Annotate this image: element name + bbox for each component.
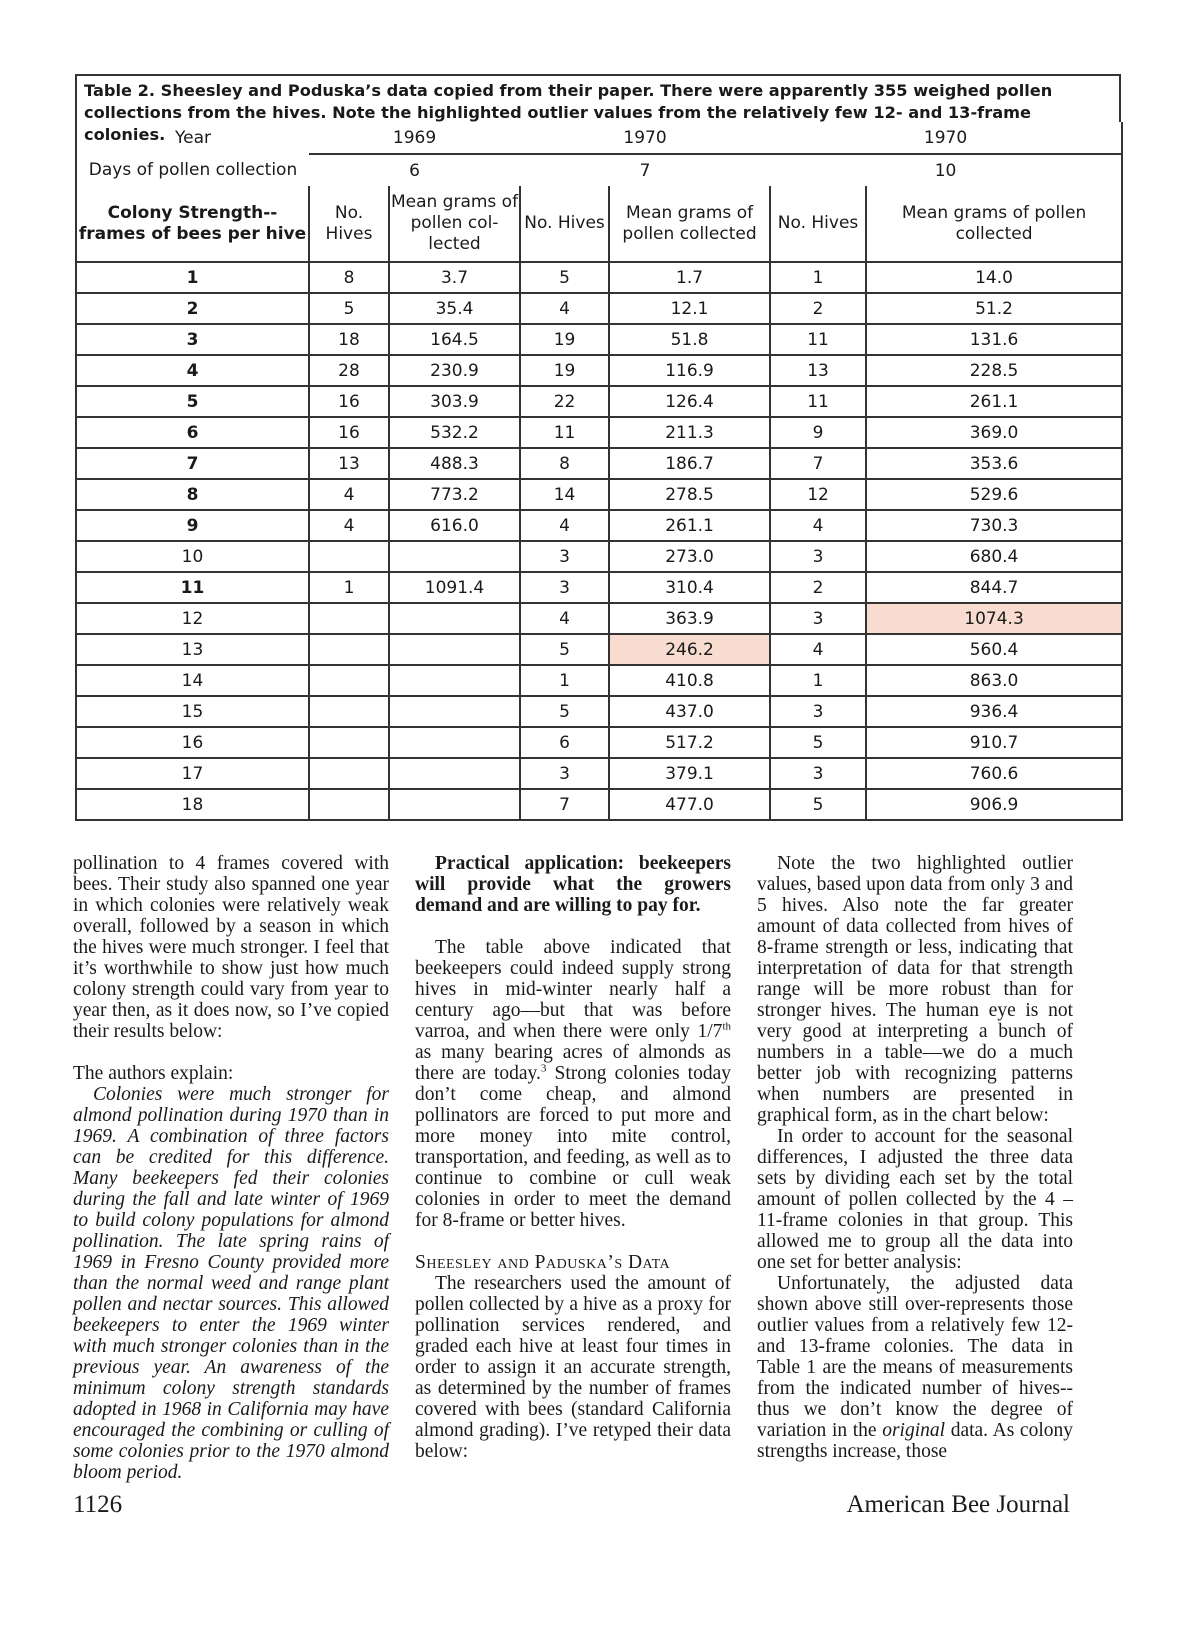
cell-mean-1970a: 12.1 bbox=[609, 293, 770, 324]
cell-hives-1970b: 2 bbox=[770, 572, 866, 603]
cell-mean-1970b: 1074.3 bbox=[866, 603, 1122, 634]
cell-frames: 4 bbox=[76, 355, 309, 386]
cell-hives-1969: 4 bbox=[309, 479, 389, 510]
cell-mean-1969 bbox=[389, 634, 520, 665]
cell-frames: 11 bbox=[76, 572, 309, 603]
cell-frames: 8 bbox=[76, 479, 309, 510]
table-row bbox=[76, 479, 1122, 510]
col2-p1a: The table above indicated that beekeepers could indeed supply strong hives in mid-winter nearly half a century ago—but that was before varroa, and when there were only 1/7 bbox=[415, 937, 731, 1042]
cell-hives-1970a: 5 bbox=[520, 696, 609, 727]
cell-hives-1970b: 9 bbox=[770, 417, 866, 448]
article-column-3 bbox=[757, 853, 1073, 1462]
header-colony-strength: Colony Strength--frames of bees per hive bbox=[76, 186, 309, 262]
cell-mean-1970a: 278.5 bbox=[609, 479, 770, 510]
table-row bbox=[76, 448, 1122, 479]
cell-hives-1969: 5 bbox=[309, 293, 389, 324]
cell-mean-1970a: 116.9 bbox=[609, 355, 770, 386]
cell-mean-1969 bbox=[389, 603, 520, 634]
cell-hives-1970b: 13 bbox=[770, 355, 866, 386]
table-row bbox=[76, 789, 1122, 820]
cell-hives-1969 bbox=[309, 603, 389, 634]
cell-mean-1969: 3.7 bbox=[389, 262, 520, 293]
cell-hives-1970a: 4 bbox=[520, 510, 609, 541]
cell-mean-1970a: 261.1 bbox=[609, 510, 770, 541]
section-heading: Sheesley and Paduska’s Data bbox=[415, 1252, 671, 1273]
cell-frames: 9 bbox=[76, 510, 309, 541]
cell-hives-1969: 4 bbox=[309, 510, 389, 541]
cell-hives-1970a: 8 bbox=[520, 448, 609, 479]
cell-frames: 18 bbox=[76, 789, 309, 820]
cell-mean-1969 bbox=[389, 789, 520, 820]
table-row bbox=[76, 727, 1122, 758]
cell-mean-1970a: 410.8 bbox=[609, 665, 770, 696]
table-row bbox=[76, 696, 1122, 727]
cell-mean-1969: 488.3 bbox=[389, 448, 520, 479]
cell-hives-1969 bbox=[309, 758, 389, 789]
article-column-2 bbox=[415, 853, 731, 1462]
cell-hives-1970b: 1 bbox=[770, 665, 866, 696]
page-number: 1126 bbox=[73, 1491, 123, 1518]
table-row bbox=[76, 572, 1122, 603]
data-table-block bbox=[75, 74, 1121, 821]
cell-mean-1970a: 379.1 bbox=[609, 758, 770, 789]
table-caption: Table 2. Sheesley and Poduska’s data copied from their paper. There were apparently 355 weighed pollen collections from the hives. Note the highlighted outlier values from the relatively few 12- and 13-frame colonies. bbox=[75, 74, 1121, 122]
cell-hives-1969: 16 bbox=[309, 417, 389, 448]
col2-footnote-ref: 3 bbox=[540, 1062, 547, 1075]
cell-mean-1969 bbox=[389, 758, 520, 789]
cell-frames: 6 bbox=[76, 417, 309, 448]
cell-mean-1969: 164.5 bbox=[389, 324, 520, 355]
year-1970a: 1970 bbox=[623, 127, 667, 148]
days-1969: 6 bbox=[309, 154, 520, 186]
cell-hives-1970a: 3 bbox=[520, 758, 609, 789]
header-mean-1970a: Mean grams of pollen collected bbox=[609, 186, 770, 262]
cell-hives-1970a: 5 bbox=[520, 634, 609, 665]
cell-mean-1969 bbox=[389, 541, 520, 572]
cell-mean-1970b: 369.0 bbox=[866, 417, 1122, 448]
cell-hives-1970a: 3 bbox=[520, 572, 609, 603]
cell-hives-1969: 13 bbox=[309, 448, 389, 479]
col3-paragraph-1: Note the two highlighted outlier values, based upon data from only 3 and 5 hives. Also note the far greater amount of data collected from hives of 8-frame strength or less, indicating that interpretation of data for that strength range will be more robust than for stronger hives. The human eye is not very good at interpreting a bunch of numbers in a table—we do a much better job with recognizing patterns when numbers are presented in graphical form, as in the chart below: bbox=[757, 853, 1073, 1126]
cell-mean-1970a: 51.8 bbox=[609, 324, 770, 355]
cell-frames: 15 bbox=[76, 696, 309, 727]
cell-mean-1969 bbox=[389, 696, 520, 727]
cell-hives-1970b: 3 bbox=[770, 696, 866, 727]
cell-mean-1970a: 477.0 bbox=[609, 789, 770, 820]
cell-mean-1970a: 1.7 bbox=[609, 262, 770, 293]
days-row bbox=[76, 154, 1122, 186]
cell-hives-1970a: 1 bbox=[520, 665, 609, 696]
cell-hives-1970b: 3 bbox=[770, 758, 866, 789]
cell-hives-1970a: 14 bbox=[520, 479, 609, 510]
col2-p1c: Strong colonies today don’t come cheap, and almond pollinators are forced to put more and more money into mite control, transportation, and feeding, as well as to continue to combine or cull weak colonies in order to meet the demand for 8-frame or better hives. bbox=[415, 1063, 731, 1231]
cell-mean-1970b: 14.0 bbox=[866, 262, 1122, 293]
cell-frames: 1 bbox=[76, 262, 309, 293]
cell-mean-1970a: 246.2 bbox=[609, 634, 770, 665]
col2-p1b: as many bearing acres of almonds as there are today. bbox=[415, 1042, 731, 1084]
cell-hives-1969 bbox=[309, 665, 389, 696]
cell-hives-1969 bbox=[309, 727, 389, 758]
col1-paragraph-1: pollination to 4 frames covered with bees. Their study also spanned one year in which colonies were relatively weak overall, followed by a season in which the hives were much stronger. I feel that it’s worthwhile to show just how much colony strength could vary from year to year then, as it does now, so I’ve copied their results below: bbox=[73, 853, 389, 1042]
table-row bbox=[76, 324, 1122, 355]
cell-mean-1970b: 261.1 bbox=[866, 386, 1122, 417]
cell-hives-1970a: 4 bbox=[520, 603, 609, 634]
cell-mean-1970b: 730.3 bbox=[866, 510, 1122, 541]
table-row bbox=[76, 665, 1122, 696]
cell-frames: 5 bbox=[76, 386, 309, 417]
cell-mean-1970b: 910.7 bbox=[866, 727, 1122, 758]
cell-mean-1969 bbox=[389, 665, 520, 696]
cell-mean-1969 bbox=[389, 727, 520, 758]
col3-p3b: data. As colony strengths increase, those bbox=[757, 1420, 1073, 1462]
cell-mean-1970b: 760.6 bbox=[866, 758, 1122, 789]
cell-frames: 16 bbox=[76, 727, 309, 758]
cell-hives-1970a: 7 bbox=[520, 789, 609, 820]
cell-mean-1970b: 560.4 bbox=[866, 634, 1122, 665]
days-label: Days of pollen collection bbox=[76, 154, 309, 186]
cell-mean-1970a: 437.0 bbox=[609, 696, 770, 727]
table-row bbox=[76, 386, 1122, 417]
article-column-1 bbox=[73, 853, 389, 1483]
cell-mean-1970b: 529.6 bbox=[866, 479, 1122, 510]
cell-hives-1970b: 1 bbox=[770, 262, 866, 293]
cell-hives-1970a: 6 bbox=[520, 727, 609, 758]
col3-paragraph-2: In order to account for the seasonal differences, I adjusted the three data sets by dividing each set by the total amount of pollen collected by the 4 – 11-frame colonies in that group. This allowed me to group all the data into one set for better analysis: bbox=[757, 1126, 1073, 1273]
pollen-data-table bbox=[75, 122, 1123, 821]
year-row bbox=[76, 122, 1122, 154]
table-row bbox=[76, 603, 1122, 634]
header-mean-1969: Mean grams of pollen col-lected bbox=[389, 186, 520, 262]
cell-hives-1969: 16 bbox=[309, 386, 389, 417]
year-1969: 1969 bbox=[392, 127, 437, 148]
days-1970a: 7 bbox=[520, 154, 770, 186]
table-row bbox=[76, 262, 1122, 293]
cell-frames: 3 bbox=[76, 324, 309, 355]
cell-hives-1969: 28 bbox=[309, 355, 389, 386]
cell-mean-1969: 230.9 bbox=[389, 355, 520, 386]
cell-hives-1969: 18 bbox=[309, 324, 389, 355]
cell-hives-1970a: 4 bbox=[520, 293, 609, 324]
cell-hives-1970b: 2 bbox=[770, 293, 866, 324]
cell-mean-1970b: 51.2 bbox=[866, 293, 1122, 324]
cell-mean-1970a: 310.4 bbox=[609, 572, 770, 603]
cell-mean-1969: 773.2 bbox=[389, 479, 520, 510]
table-row bbox=[76, 293, 1122, 324]
table-row bbox=[76, 355, 1122, 386]
cell-mean-1969: 1091.4 bbox=[389, 572, 520, 603]
cell-hives-1970a: 19 bbox=[520, 355, 609, 386]
cell-hives-1969: 1 bbox=[309, 572, 389, 603]
cell-mean-1970b: 936.4 bbox=[866, 696, 1122, 727]
cell-frames: 10 bbox=[76, 541, 309, 572]
cell-mean-1970a: 273.0 bbox=[609, 541, 770, 572]
cell-mean-1970b: 131.6 bbox=[866, 324, 1122, 355]
cell-hives-1970a: 5 bbox=[520, 262, 609, 293]
year-label: Year bbox=[76, 122, 309, 154]
cell-mean-1970b: 353.6 bbox=[866, 448, 1122, 479]
cell-frames: 13 bbox=[76, 634, 309, 665]
table-row bbox=[76, 510, 1122, 541]
cell-frames: 14 bbox=[76, 665, 309, 696]
cell-hives-1970b: 5 bbox=[770, 789, 866, 820]
cell-mean-1970b: 863.0 bbox=[866, 665, 1122, 696]
col3-p3a: Unfortunately, the adjusted data shown above still over-represents those outlier values from a relatively few 12- and 13-frame colonies. The data in Table 1 are the means of measurements from the indicated number of hives--thus we don’t know the degree of variation in the bbox=[757, 1273, 1073, 1441]
header-hives-1970a: No. Hives bbox=[520, 186, 609, 262]
column-header-row bbox=[76, 186, 1122, 262]
cell-mean-1970b: 228.5 bbox=[866, 355, 1122, 386]
col1-paragraph-2: The authors explain: bbox=[73, 1063, 234, 1084]
cell-mean-1970a: 363.9 bbox=[609, 603, 770, 634]
cell-hives-1969 bbox=[309, 634, 389, 665]
journal-name: American Bee Journal bbox=[846, 1491, 1070, 1518]
header-mean-1970b: Mean grams of pollen collected bbox=[866, 186, 1122, 262]
cell-hives-1970b: 4 bbox=[770, 510, 866, 541]
days-1970b: 10 bbox=[770, 154, 1122, 186]
cell-hives-1970b: 7 bbox=[770, 448, 866, 479]
table-row bbox=[76, 634, 1122, 665]
cell-hives-1969 bbox=[309, 696, 389, 727]
cell-mean-1969: 532.2 bbox=[389, 417, 520, 448]
cell-mean-1970b: 680.4 bbox=[866, 541, 1122, 572]
cell-mean-1970a: 126.4 bbox=[609, 386, 770, 417]
cell-hives-1970b: 12 bbox=[770, 479, 866, 510]
cell-frames: 2 bbox=[76, 293, 309, 324]
col1-quote: Colonies were much stronger for almond pollination during 1970 than in 1969. A combination of three factors can be credited for this difference. Many beekeepers fed their colonies during the fall and late winter of 1969 to build colony populations for almond pollination. The late spring rains of 1969 in Fresno County provided more than the normal weed and range plant pollen and nectar sources. This allowed beekeepers to enter the 1969 winter with much stronger colonies than in the previous year. An awareness of the minimum colony strength standards adopted in 1968 in California may have encouraged the combining or culling of some colonies prior to the 1970 almond bloom period. bbox=[73, 1084, 389, 1483]
header-hives-1970b: No. Hives bbox=[770, 186, 866, 262]
cell-hives-1970b: 3 bbox=[770, 603, 866, 634]
cell-mean-1970b: 906.9 bbox=[866, 789, 1122, 820]
cell-hives-1969: 8 bbox=[309, 262, 389, 293]
cell-hives-1970b: 11 bbox=[770, 386, 866, 417]
cell-hives-1970b: 3 bbox=[770, 541, 866, 572]
col2-p1-sup: th bbox=[722, 1020, 731, 1033]
table-row bbox=[76, 758, 1122, 789]
cell-mean-1969: 616.0 bbox=[389, 510, 520, 541]
cell-hives-1970b: 11 bbox=[770, 324, 866, 355]
cell-hives-1970a: 19 bbox=[520, 324, 609, 355]
cell-hives-1970b: 5 bbox=[770, 727, 866, 758]
cell-mean-1970a: 211.3 bbox=[609, 417, 770, 448]
cell-frames: 7 bbox=[76, 448, 309, 479]
cell-mean-1970b: 844.7 bbox=[866, 572, 1122, 603]
cell-frames: 12 bbox=[76, 603, 309, 634]
cell-hives-1970a: 22 bbox=[520, 386, 609, 417]
cell-hives-1969 bbox=[309, 789, 389, 820]
cell-hives-1970a: 3 bbox=[520, 541, 609, 572]
cell-mean-1969: 303.9 bbox=[389, 386, 520, 417]
cell-hives-1970a: 11 bbox=[520, 417, 609, 448]
col2-paragraph-2: The researchers used the amount of pollen collected by a hive as a proxy for pollination services rendered, and graded each hive at least four times in order to assign it an accurate strength, as determined by the number of frames covered with bees (standard California almond grading). I’ve retyped their data below: bbox=[415, 1273, 731, 1462]
year-1970b: 1970 bbox=[770, 122, 1122, 154]
header-hives-1969: No. Hives bbox=[309, 186, 389, 262]
cell-mean-1969: 35.4 bbox=[389, 293, 520, 324]
col3-p3-italic: original bbox=[882, 1420, 946, 1441]
cell-hives-1969 bbox=[309, 541, 389, 572]
cell-hives-1970b: 4 bbox=[770, 634, 866, 665]
table-row bbox=[76, 541, 1122, 572]
cell-mean-1970a: 186.7 bbox=[609, 448, 770, 479]
col2-paragraph-1 bbox=[415, 937, 731, 1231]
cell-frames: 17 bbox=[76, 758, 309, 789]
table-row bbox=[76, 417, 1122, 448]
col3-paragraph-3 bbox=[757, 1273, 1073, 1462]
cell-mean-1970a: 517.2 bbox=[609, 727, 770, 758]
practical-application-subhead: Practical application: beekeepers will provide what the growers demand and are willing to pay for. bbox=[415, 853, 731, 916]
